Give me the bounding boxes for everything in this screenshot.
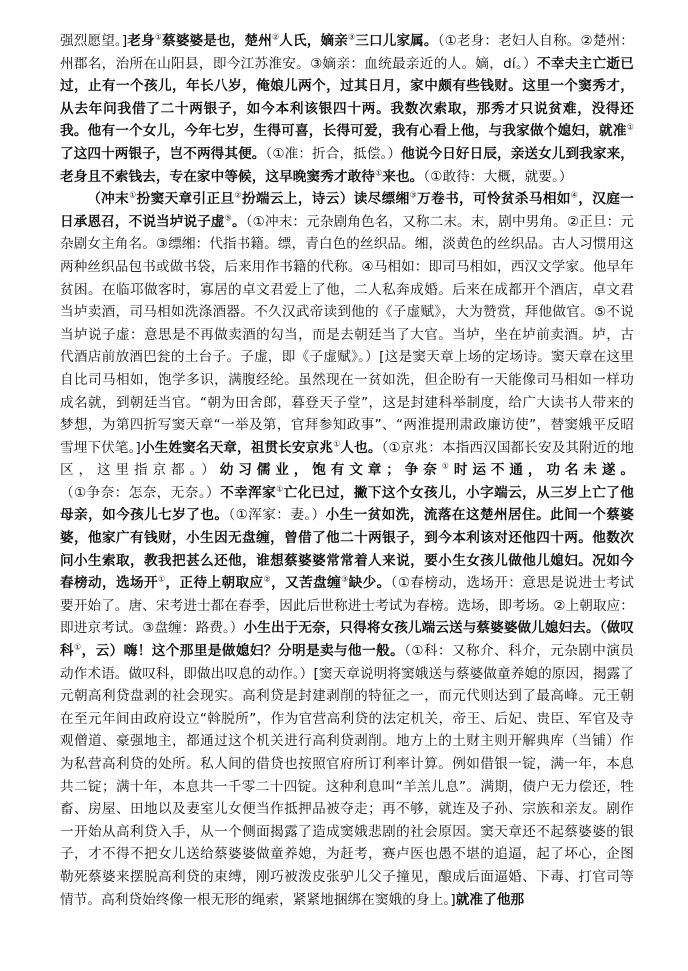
script-text: 人也。 <box>340 439 382 456</box>
footnote-marker: ① <box>276 484 284 494</box>
script-text: 三口儿家属。 <box>355 33 438 49</box>
annotation-text: （①科：又称介、科介，元杂剧中演员动作术语。做叹科，即做出叹息的动作。）[窦天章说明将窦娥送与蔡婆做童养媳的原因，揭露了元朝高利贷盘剥的社会现实。高利贷是封建剥削的特征之一，而元代则达到了最高峰。元王朝在至元年间由政府设立“斡脱所”，作为官营高利贷的法定机关，帝王、后妃、贵臣、军官及寺观僧道、豪强地主，都通过这个机关进行高利贷剥削。地方上的土财主则开解典库（当铺）作为私营高利贷的处所。私人间的借贷也按照官府所订利率计算。例如借银一锭，满一年，本息共二锭；满十年，本息共一千零二十四锭。这种利息叫“羊羔儿息”。满期，债户无力偿还，牲畜、房屋、田地以及妻室儿女便当作抵押品被夺走；再不够，就连及子孙、宗族和亲友。剧作一开始从高利贷入手，从一个侧面揭露了造成窦娥悲剧的社会原因。窦天章还不起蔡婆婆的银子，才不得不把女儿送给蔡婆婆做童养媳，为赶考，赛卢医也愚不堪的追逼，起了坏心，企图勒死蔡婆来摆脱高利贷的束缚，刚巧被泼皮张驴儿父子撞见，酿成后面逼婚、下毒、打官司等情节。高利贷始终像一根无形的绳索，紧紧地捆绑在窦娥的身上。] <box>60 643 634 908</box>
footnote-marker: ① <box>374 168 383 178</box>
annotation-text: 强烈愿望。] <box>60 33 128 49</box>
script-text: 缺少。 <box>348 575 391 592</box>
script-text: 时运不通，功名未遂。 <box>453 462 635 479</box>
script-text: 亡化已过，撇下这个女孩儿，小字端云，从三岁上亡了他母亲，如今孩儿七岁了也。 <box>60 484 634 524</box>
footnote-marker: ① <box>333 439 341 449</box>
annotation-text: （①老身：老妇人自称。②楚州：州郡名，治所在山阳县，即今江苏淮安。③嫡亲：血统最亲近的人。嫡，dí。） <box>60 33 634 72</box>
footnote-marker: ② <box>271 32 280 42</box>
footnote-marker: ② <box>234 190 242 200</box>
annotation-text: （①准：折合，抵偿。） <box>265 145 402 162</box>
annotation-text: （①京兆：本指西汉国都长安及其附近的地区，这里指京都。） <box>60 439 635 479</box>
script-text: 来也。 <box>382 168 424 185</box>
annotation-text: （①春榜动，选场开：意思是说进士考试要开始了。唐、宋考进士都在春季，因此后世称进士考试为春榜。选场，即考场。②上朝取应：即进京考试。③盘缠：路费。） <box>60 575 635 637</box>
script-text: 不幸浑家 <box>220 484 277 501</box>
footnote-marker: ① <box>441 461 454 471</box>
script-text: 万卷书，可怜贫杀马相如 <box>417 191 571 208</box>
script-text: ，正待上朝取应 <box>165 575 264 592</box>
script-text: 不幸夫主亡逝已过，止有一个孩儿，年长八岁，俺娘儿两个，过其日月，家中颇有些钱财。这里一个窦秀才，从去年问我借了二十两银子，如今本利该银四十两。我数次索取，那秀才只说贫难，没得还我。他有一个女儿，今年七岁，生得可喜，长得可爱，我有心看上他，与我家做个媳妇，就准 <box>60 55 635 140</box>
footnote-marker: ② <box>263 574 272 584</box>
annotation-text: （①争奈：怎奈，无奈。） <box>60 484 221 501</box>
script-text: 小生姓窦名天章，祖贯长安京兆 <box>140 439 334 456</box>
script-text: 小生一贫如洗，流落在这楚州居住。此间一个蔡婆婆，他家广有钱财，小生因无盘缠，曾借了他二十两银子，到今本利该对还他四十两。他数次问小生索取，教我把甚么还他，谁想蔡婆婆常常着人来说，要小生女孩儿做他儿媳妇。况如今春榜动，选场开 <box>60 507 635 592</box>
footnote-marker: ① <box>154 32 163 42</box>
script-text: ，汉庭一日承恩召，不说当垆说子虚 <box>60 191 634 230</box>
script-text: 扮窦天章引正旦 <box>136 191 235 208</box>
script-text: 扮端云上，诗云）读尽缥缃 <box>241 191 410 208</box>
paragraph-2 <box>60 188 634 911</box>
script-text: 。 <box>231 213 246 230</box>
script-text: ，又苦盘缠 <box>271 575 342 592</box>
document-body <box>60 30 634 911</box>
script-text: 小生出于无奈，只得将女孩儿端云送与蔡婆婆做儿媳妇去。（做叹科 <box>60 620 634 660</box>
script-text: ，云）嗨！这个那里是做媳妇？分明是卖与他一般。 <box>81 643 405 660</box>
footnote-marker: ① <box>157 574 166 584</box>
annotation-text: （①冲末：元杂剧角色名，又称二末。末，剧中男角。②正旦：元杂剧女主角名。③缥缃：代指书籍。缥，青白色的丝织品。缃，淡黄色的丝织品。古人习惯用这两种丝织品包书或做书袋，后来用作书籍的代称。④马相如：即司马相如，西汉文学家。他早年贫困。在临邛做客时，寡居的卓文君爱上了他，二人私奔成婚。后来在成都开个酒店，卓文君当垆卖酒，司马相如洗涤酒器。不久汉武帝读到他的《子虚赋》，大为赞赏，拜他做官。⑤不说当垆说子虚：意思是不再做卖酒的勾当，而是去朝廷当了大官。当垆，坐在垆前卖酒。垆，古代酒店前放酒巴瓮的土台子。子虚，即《子虚赋》。）[这是窦天章上场的定场诗。窦天章在这里自比司马相如，饱学多识，满腹经纶。虽然现在一贫如洗，但企盼有一天能像司马相如一样功成名就，到朝廷当官。“朝为田舍郎，暮登天子堂”，这是封建科举制度，给广大读书人带来的梦想，为第四折写窦天章“一举及第，官拜参知政事”、“两淮提刑肃政廉访使”，替窦娥平反昭雪埋下伏笔。] <box>60 213 635 456</box>
script-text: （冲末 <box>87 191 130 208</box>
script-text: 就准了他那 <box>455 891 525 908</box>
footnote-marker: ③ <box>347 32 356 42</box>
footnote-marker: ③ <box>341 574 349 584</box>
footnote-marker: ① <box>129 190 137 200</box>
script-text: 了这四十两银子，岂不两得其便。 <box>60 145 266 162</box>
script-text: 蔡婆婆是也，楚州 <box>162 33 272 49</box>
script-text: 他说今日好日辰，亲送女儿到我家来，老身且不索钱去，专在家中等候，这早晚窦秀才敢待 <box>60 145 634 185</box>
script-text: 人氏，嫡亲 <box>279 33 348 49</box>
annotation-text: （①浑家：妻。） <box>228 507 326 524</box>
script-text: 幼习儒业，饱有文章；争奈 <box>219 462 442 479</box>
footnote-marker: ③ <box>409 190 418 200</box>
annotation-text: （①敢待：大概，就要。） <box>423 168 573 185</box>
footnote-marker: ① <box>626 122 634 132</box>
footnote-marker: ④ <box>570 190 579 200</box>
footnote-marker: ① <box>74 642 82 652</box>
footnote-marker: ⑤ <box>224 213 232 223</box>
paragraph-1 <box>60 30 634 188</box>
script-text: 老身 <box>127 33 155 49</box>
